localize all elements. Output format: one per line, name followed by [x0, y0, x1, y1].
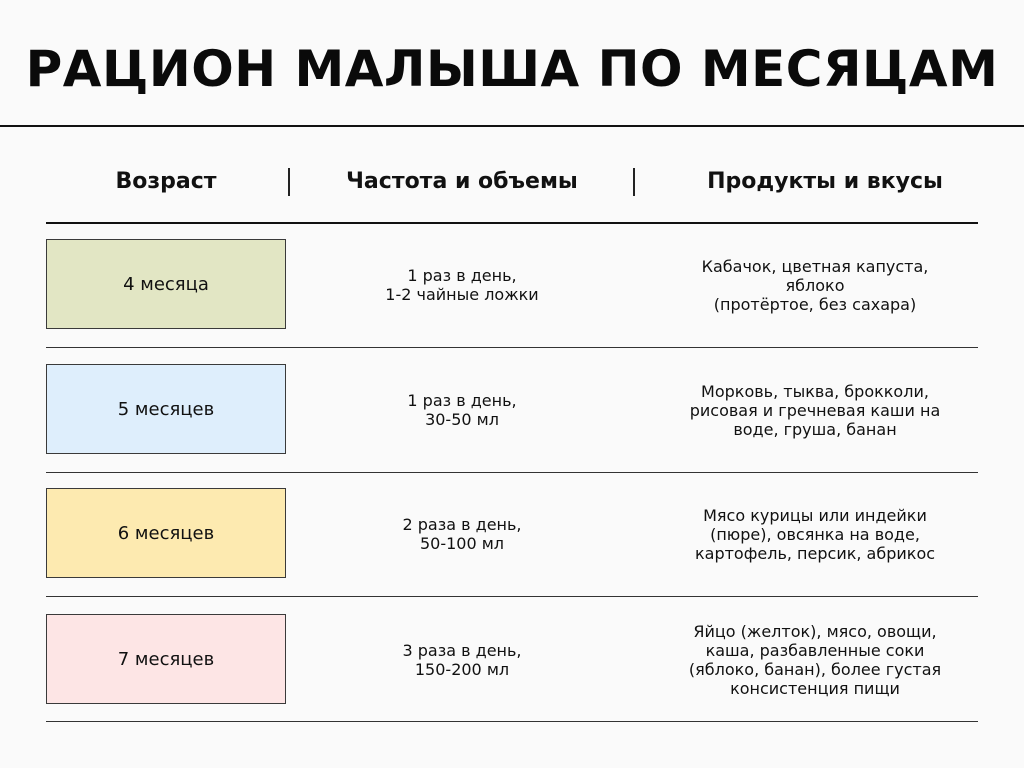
- frequency-line: 2 раза в день,: [402, 515, 522, 534]
- products-line: яблоко: [785, 275, 845, 295]
- frequency-line: 150-200 мл: [414, 660, 510, 679]
- header-separator-1: [288, 168, 290, 196]
- frequency-line: 1-2 чайные ложки: [385, 285, 539, 304]
- age-box-row-3: 6 месяцев: [46, 488, 286, 578]
- products-line: воде, груша, банан: [733, 419, 897, 439]
- frequency-line: 50-100 мл: [419, 534, 505, 553]
- age-box-row-4: 7 месяцев: [46, 614, 286, 704]
- frequency-line: 3 раза в день,: [402, 641, 522, 660]
- row-divider: [46, 347, 978, 348]
- header-separator-2: [633, 168, 635, 196]
- column-header-age: Возраст: [115, 169, 217, 194]
- products-line: Кабачок, цветная капуста,: [701, 256, 929, 276]
- frequency-line: 1 раз в день,: [407, 391, 517, 410]
- products-cell-row-1: [650, 239, 980, 331]
- row-divider: [46, 596, 978, 597]
- frequency-cell-row-3: [292, 488, 632, 580]
- frequency-cell-row-1: [292, 239, 632, 331]
- page-title: РАЦИОН МАЛЫША ПО МЕСЯЦАМ: [25, 40, 999, 98]
- frequency-line: 1 раз в день,: [407, 266, 517, 285]
- products-line: рисовая и гречневая каши на: [689, 400, 941, 420]
- products-line: Мясо курицы или индейки: [703, 505, 927, 525]
- products-line: (протёртое, без сахара): [713, 294, 917, 314]
- products-line: каша, разбавленные соки: [705, 641, 925, 660]
- title-divider: [0, 125, 1024, 127]
- products-line: (пюре), овсянка на воде,: [710, 524, 920, 544]
- column-header-frequency: Частота и объемы: [346, 169, 578, 194]
- products-line: Яйцо (желток), мясо, овощи,: [693, 622, 937, 641]
- products-line: консистенция пищи: [730, 679, 900, 698]
- products-cell-row-2: [650, 364, 980, 456]
- row-divider: [46, 472, 978, 473]
- products-line: Морковь, тыква, брокколи,: [701, 381, 929, 401]
- frequency-cell-row-4: [292, 614, 632, 706]
- column-header-products: Продукты и вкусы: [707, 169, 943, 194]
- age-box-row-1: 4 месяца: [46, 239, 286, 329]
- products-cell-row-3: [650, 488, 980, 580]
- row-divider: [46, 721, 978, 722]
- frequency-line: 30-50 мл: [425, 410, 499, 429]
- frequency-cell-row-2: [292, 364, 632, 456]
- products-cell-row-4: [650, 614, 980, 706]
- products-line: картофель, персик, абрикос: [694, 543, 936, 563]
- age-box-row-2: 5 месяцев: [46, 364, 286, 454]
- header-divider: [46, 222, 978, 224]
- products-line: (яблоко, банан), более густая: [688, 660, 942, 679]
